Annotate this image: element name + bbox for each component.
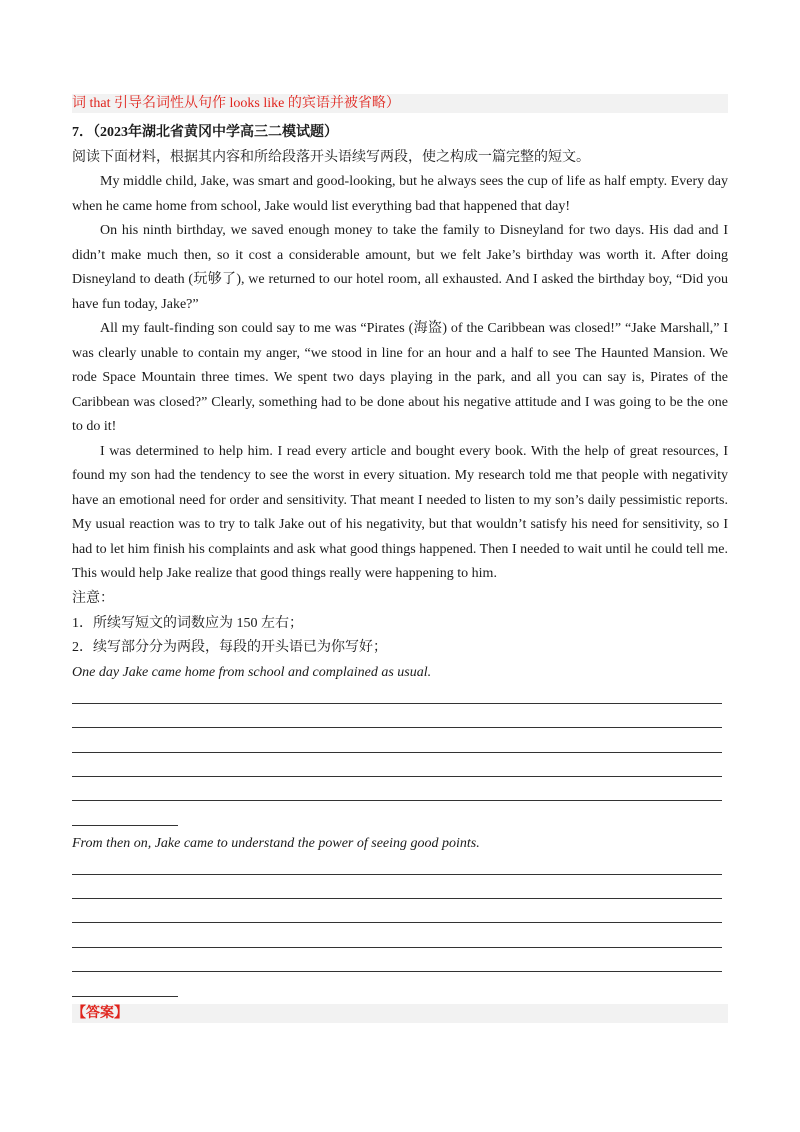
passage-paragraph: All my fault-finding son could say to me was “Pirates (海盗) of the Caribbean was closed!” “Jake Marshall,” I was clearly unable to contain my anger, “we stood in line for an hour and a half to see The Haunted Mansion. We rode Space Mountain three times. We spent two days playing in the park, and all you can say is, Pirates of the Caribbean was closed?” Clearly, something had to be done about his negative attitude and I was going to be the one to do it! <box>72 321 728 434</box>
note-item-1: 1．所续写短文的词数应为 150 左右； <box>72 616 303 631</box>
short-writing-line <box>72 996 178 997</box>
writing-line <box>72 971 722 972</box>
passage-paragraph: My middle child, Jake, was smart and good-looking, but he always sees the cup of life as half empty. Every day when he came home from school, Jake would list everything bad that happened that day! <box>72 174 728 214</box>
passage-paragraph: On his ninth birthday, we saved enough money to take the family to Disneyland for two days. His dad and I didn’t make much then, so it cost a considerable amount, but we felt Jake’s birthday was worth it. After doing Disneyland to death (玩够了), we returned to our hotel room, all exhausted. And I asked the birthday boy, “Did you have fun today, Jake?” <box>72 223 728 312</box>
writing-line <box>72 727 722 728</box>
answer-label: 【答案】 <box>72 1006 128 1021</box>
passage-paragraph: I was determined to help him. I read every article and bought every book. With the help of great resources, I found my son had the tendency to see the worst in every situation. My research told me that people with negativity have an emotional need for order and sensitivity. That meant I needed to listen to my son’s daily pessimistic reports. My usual reaction was to try to talk Jake out of his negativity, but that wouldn’t satisfy his need for sensitivity, so I had to let him finish his complaints and ask what good things happened. Then I needed to wait until he could tell me. This would help Jake realize that good things really were happening to him. <box>72 443 728 581</box>
writing-line <box>72 776 722 777</box>
question-title: 7．（2023年湖北省黄冈中学高三二模试题） <box>72 125 338 140</box>
question-instruction: 阅读下面材料，根据其内容和所给段落开头语续写两段，使之构成一篇完整的短文。 <box>72 150 590 165</box>
writing-line <box>72 947 722 948</box>
notes-title: 注意： <box>72 591 114 606</box>
header-note: 词 that 引导名词性从句作 looks like 的宾语并被省略） <box>72 96 400 111</box>
short-writing-line <box>72 825 178 826</box>
answer-band <box>72 1004 728 1023</box>
paragraph-prompt-1: One day Jake came home from school and complained as usual. <box>72 665 432 680</box>
writing-line <box>72 752 722 753</box>
paragraph-prompt-2: From then on, Jake came to understand the power of seeing good points. <box>72 836 480 851</box>
writing-line <box>72 922 722 923</box>
note-item-2: 2．续写部分分为两段，每段的开头语已为你写好； <box>72 640 387 655</box>
writing-line <box>72 874 722 875</box>
writing-line <box>72 898 722 899</box>
writing-line <box>72 703 722 704</box>
writing-line <box>72 800 722 801</box>
reading-passage <box>72 170 728 587</box>
